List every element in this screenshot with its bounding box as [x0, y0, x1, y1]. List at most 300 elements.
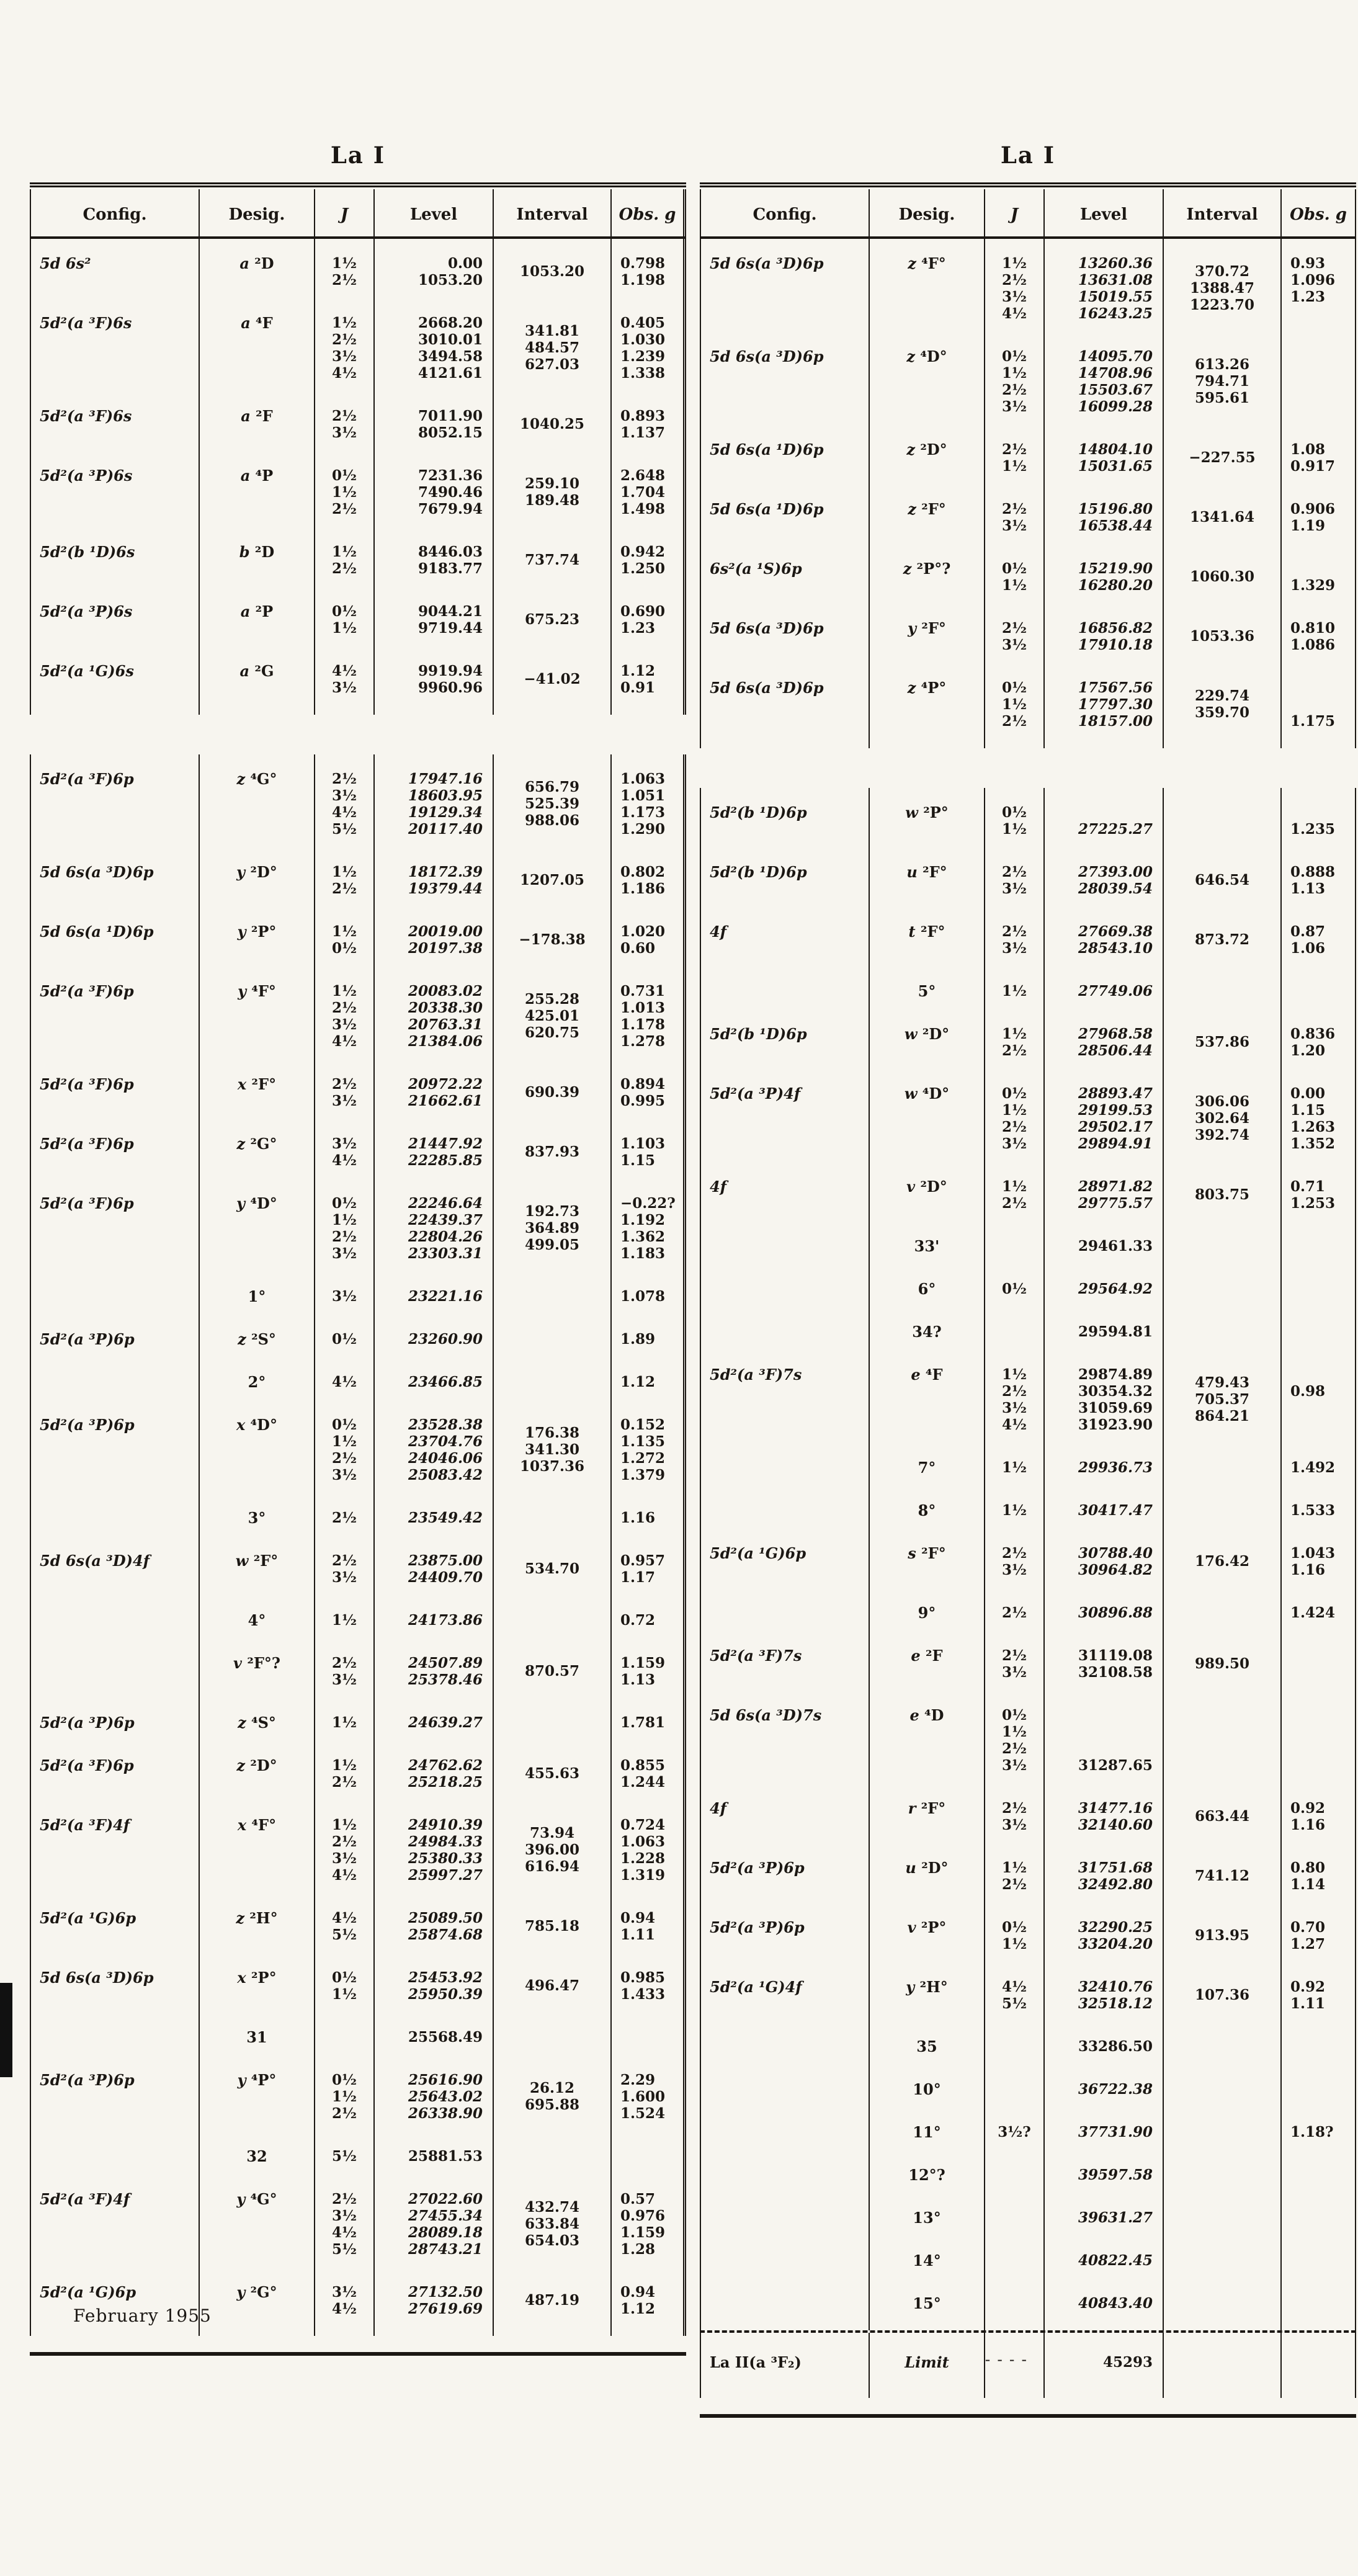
- j-cell-line: 3½: [1002, 288, 1027, 305]
- level-cell: [373, 1526, 493, 1586]
- g-cell-line: 2.29: [620, 2072, 656, 2088]
- level-cell-line: 16243.25: [1078, 305, 1153, 322]
- level-cell: [1043, 1433, 1163, 1476]
- j-cell: [984, 1152, 1043, 1212]
- g-cell: [1280, 1059, 1356, 1152]
- g-cell: [1280, 534, 1356, 594]
- config-cell: [30, 1629, 199, 1688]
- level-cell-line: 30354.32: [1078, 1383, 1153, 1400]
- desig-cell: z ⁴S°: [199, 1688, 314, 1731]
- g-cell-line: [1282, 1416, 1355, 1433]
- j-cell-line: 2½: [1002, 1042, 1027, 1059]
- g-cell-line: [1282, 1400, 1355, 1416]
- j-cell: [984, 2269, 1043, 2330]
- entry-row: [30, 441, 686, 517]
- level-cell: [373, 838, 493, 897]
- table-title: La I: [1000, 141, 1056, 169]
- level-cell: [373, 1390, 493, 1483]
- level-cell-line: 14708.96: [1078, 365, 1153, 382]
- level-cell: [1043, 1681, 1163, 1774]
- g-cell-line: 1.13: [1290, 880, 1326, 897]
- g-cell: [1280, 1681, 1356, 1774]
- g-cell-line: [612, 2148, 683, 2165]
- level-cell: [1043, 2098, 1163, 2140]
- entry-row: [700, 594, 1356, 653]
- interval-cell-line: 1037.36: [519, 1458, 585, 1475]
- j-cell-line: [985, 2295, 1043, 2312]
- entry-row: [30, 1050, 686, 1109]
- level-cell-line: 16099.28: [1078, 398, 1153, 415]
- level-cell-line: 28893.47: [1078, 1085, 1153, 1102]
- interval-cell: [493, 838, 610, 897]
- g-cell: [1280, 1212, 1356, 1254]
- level-cell-line: 27669.38: [1078, 923, 1153, 940]
- interval-cell-line: 627.03: [524, 356, 580, 373]
- level-cell: [373, 1629, 493, 1688]
- level-cell: [373, 897, 493, 957]
- j-cell-line: 4½: [332, 1152, 357, 1169]
- entry-row: [700, 897, 1356, 957]
- level-cell-line: 24409.70: [408, 1569, 483, 1586]
- entry-row: [700, 1952, 1356, 2012]
- g-cell: [1280, 1893, 1356, 1952]
- config-cell: 5d²(a ³P)6p: [30, 1390, 199, 1483]
- g-cell-line: 1.239: [620, 348, 666, 365]
- j-cell-line: 1½: [1002, 577, 1027, 594]
- level-cell-line: 25643.02: [408, 2088, 483, 2105]
- desig-cell: a ²D: [199, 239, 314, 288]
- interval-cell: [493, 2046, 610, 2122]
- g-cell: [610, 517, 686, 577]
- interval-cell-line: 864.21: [1194, 1408, 1250, 1424]
- j-cell-line: 1½: [332, 983, 357, 1000]
- interval-cell-line: 259.10: [524, 475, 580, 492]
- level-cell-line: 37731.90: [1078, 2124, 1153, 2140]
- j-cell: [984, 1519, 1043, 1578]
- level-cell-line: 29594.81: [1078, 1323, 1153, 1340]
- table-section: [30, 239, 686, 715]
- level-cell-line: 31059.69: [1078, 1400, 1153, 1416]
- column-header: J: [984, 189, 1043, 236]
- desig-cell: x ²P°: [199, 1943, 314, 2003]
- level-cell: [373, 1791, 493, 1884]
- interval-cell-line: 913.95: [1194, 1927, 1250, 1944]
- g-cell-line: [1282, 1238, 1355, 1254]
- g-cell-line: 1.89: [620, 1331, 656, 1348]
- desig-cell: e ⁴D: [869, 1681, 984, 1774]
- j-cell: [314, 1262, 373, 1305]
- interval-cell-line: 189.48: [524, 492, 580, 509]
- g-cell: [610, 2165, 686, 2258]
- g-cell-line: [1282, 398, 1355, 415]
- level-cell-line: 4121.61: [418, 365, 483, 382]
- level-cell-line: 28506.44: [1078, 1042, 1153, 1059]
- entry-row: [30, 1262, 686, 1305]
- interval-cell: [493, 1169, 610, 1262]
- interval-cell-line: 695.88: [524, 2096, 580, 2113]
- level-cell-line: 39597.58: [1078, 2167, 1153, 2183]
- entry-row: [700, 1519, 1356, 1578]
- column-header: Desig.: [869, 189, 984, 236]
- level-cell-line: 7679.94: [418, 501, 483, 517]
- j-cell: [314, 2046, 373, 2122]
- g-cell: [610, 2122, 686, 2165]
- interval-cell-line: 499.05: [524, 1237, 580, 1253]
- level-cell-line: [1045, 1740, 1163, 1757]
- column-header: Obs. g: [1280, 189, 1356, 236]
- j-cell-line: 2½: [332, 1509, 357, 1526]
- level-cell: [373, 957, 493, 1050]
- g-cell-line: 1.086: [1290, 637, 1336, 653]
- level-cell: [373, 1305, 493, 1348]
- level-cell-line: 15019.55: [1078, 288, 1153, 305]
- j-cell-line: 0½: [332, 2072, 357, 2088]
- g-cell: [610, 1688, 686, 1731]
- g-cell-line: [1282, 1647, 1355, 1664]
- config-cell: 5d²(a ³F)7s: [700, 1340, 869, 1433]
- g-cell-line: 1.704: [620, 484, 666, 501]
- config-cell: 5d²(a ¹G)6p: [30, 1884, 199, 1943]
- j-cell-line: 4½: [332, 2224, 357, 2241]
- level-cell: [1043, 1893, 1163, 1952]
- entry-row: [700, 2226, 1356, 2269]
- g-cell-line: 0.995: [620, 1093, 666, 1109]
- j-cell: [984, 1000, 1043, 1059]
- interval-cell-line: 595.61: [1194, 390, 1250, 406]
- j-cell-line: 4½: [1002, 1979, 1027, 1995]
- level-cell-line: 23875.00: [408, 1552, 483, 1569]
- interval-cell: [493, 441, 610, 517]
- desig-cell: 12°?: [869, 2140, 984, 2183]
- interval-cell: [1163, 1578, 1280, 1621]
- desig-cell: a ⁴P: [199, 441, 314, 517]
- interval-cell: [1163, 1433, 1280, 1476]
- g-cell: [610, 1629, 686, 1688]
- interval-cell-line: [1164, 1748, 1280, 1765]
- g-cell-line: [1282, 560, 1355, 577]
- level-cell-line: 7231.36: [418, 467, 483, 484]
- desig-cell: z ⁴P°: [869, 653, 984, 748]
- g-cell-line: 1.137: [620, 424, 666, 441]
- level-cell-line: 30964.82: [1078, 1562, 1153, 1578]
- j-cell: [314, 288, 373, 382]
- level-cell: [373, 2046, 493, 2122]
- j-cell-line: 2½: [332, 1833, 357, 1850]
- interval-cell-line: 794.71: [1194, 373, 1250, 390]
- j-cell-line: 3½: [332, 1016, 357, 1033]
- config-cell: 6s²(a ¹S)6p: [700, 534, 869, 594]
- j-cell-line: 3½: [1002, 1135, 1027, 1152]
- interval-cell-line: 525.39: [524, 795, 580, 812]
- interval-cell-line: 654.03: [524, 2232, 580, 2249]
- config-cell: 5d²(b ¹D)6s: [30, 517, 199, 577]
- g-cell-line: 0.798: [620, 255, 666, 272]
- g-cell-line: [1282, 1366, 1355, 1383]
- g-cell-line: 0.92: [1290, 1979, 1326, 1995]
- g-cell-line: 0.731: [620, 983, 666, 1000]
- j-cell-line: 3½: [1002, 880, 1027, 897]
- g-cell: [610, 1305, 686, 1348]
- j-cell: [984, 1578, 1043, 1621]
- interval-cell-line: [1164, 1732, 1280, 1748]
- level-cell-line: 32518.12: [1078, 1995, 1153, 2012]
- interval-cell-line: 1040.25: [519, 416, 585, 432]
- interval-cell: [493, 382, 610, 441]
- g-cell: [1280, 653, 1356, 748]
- level-cell-line: 30417.47: [1078, 1502, 1153, 1519]
- j-cell: [984, 1340, 1043, 1433]
- level-cell-line: 13260.36: [1078, 255, 1153, 272]
- j-cell: [984, 957, 1043, 1000]
- desig-cell: 34?: [869, 1297, 984, 1340]
- interval-cell-line: 705.37: [1194, 1391, 1250, 1408]
- interval-cell: [1163, 322, 1280, 415]
- j-cell-line: 4½: [332, 1033, 357, 1050]
- interval-cell-line: −41.02: [524, 671, 581, 687]
- j-cell-line: 2½: [1002, 441, 1027, 458]
- right-column: [700, 141, 1356, 2418]
- g-cell-line: 1.08: [1290, 441, 1326, 458]
- j-cell-line: 1½: [332, 620, 357, 637]
- g-cell-line: 1.186: [620, 880, 666, 897]
- j-cell-line: 2½: [332, 1774, 357, 1791]
- level-cell-line: 39631.27: [1078, 2209, 1153, 2226]
- level-cell-line: 28089.18: [408, 2224, 483, 2241]
- interval-cell: [1163, 1681, 1280, 1774]
- j-cell-line: 2½: [1002, 1647, 1027, 1664]
- interval-cell: [1163, 1476, 1280, 1519]
- j-cell: [314, 754, 373, 838]
- entry-row: [700, 475, 1356, 534]
- g-cell-line: 1.18?: [1290, 2124, 1334, 2140]
- j-cell-line: 3½: [332, 424, 357, 441]
- j-cell-line: 2½: [1002, 382, 1027, 398]
- config-cell: [700, 2226, 869, 2269]
- level-cell-line: 20019.00: [408, 923, 483, 940]
- column-header: Desig.: [199, 189, 314, 236]
- j-cell-line: 3½: [1002, 1757, 1027, 1774]
- j-cell-line: 1½: [332, 484, 357, 501]
- j-cell: [314, 1526, 373, 1586]
- g-cell-line: 1.352: [1290, 1135, 1336, 1152]
- level-cell-line: 21447.92: [408, 1135, 483, 1152]
- level-cell-line: 25950.39: [408, 1986, 483, 2003]
- j-cell-line: 2½: [1002, 1195, 1027, 1212]
- level-cell-line: 17567.56: [1078, 679, 1153, 696]
- g-cell-line: 1.278: [620, 1033, 666, 1050]
- desig-cell: 32: [199, 2122, 314, 2165]
- level-cell: [1043, 1952, 1163, 2012]
- level-cell-line: 31119.08: [1078, 1647, 1153, 1664]
- j-cell-line: 3½: [1002, 398, 1027, 415]
- config-cell: 5d²(a ³F)4f: [30, 1791, 199, 1884]
- level-cell-line: 3010.01: [418, 331, 483, 348]
- interval-cell: [1163, 2098, 1280, 2140]
- g-cell-line: 1.524: [620, 2105, 666, 2122]
- g-cell-line: 0.957: [620, 1552, 666, 1569]
- entry-row: [700, 2098, 1356, 2140]
- g-cell-line: [1282, 1724, 1355, 1740]
- g-cell-line: [612, 2029, 683, 2046]
- j-cell-line: 0½: [1002, 679, 1027, 696]
- entry-row: [700, 838, 1356, 897]
- entry-row: [30, 1483, 686, 1526]
- interval-cell-line: 690.39: [524, 1084, 580, 1101]
- config-cell: 5d²(a ³P)6s: [30, 441, 199, 517]
- j-cell-line: 2½: [1002, 713, 1027, 730]
- config-cell: 5d²(a ³P)6p: [30, 1305, 199, 1348]
- j-cell-line: 5½: [332, 2148, 357, 2165]
- desig-cell: w ²F°: [199, 1526, 314, 1586]
- level-cell-line: 18172.39: [408, 864, 483, 880]
- column-header: Interval: [493, 189, 610, 236]
- level-cell: [1043, 2055, 1163, 2098]
- j-cell: [314, 441, 373, 517]
- j-cell: [314, 1791, 373, 1884]
- g-cell: [1280, 322, 1356, 415]
- level-cell-line: 18603.95: [408, 787, 483, 804]
- g-cell: [610, 441, 686, 517]
- column-header: Config.: [30, 189, 199, 236]
- j-cell-line: 3½: [332, 787, 357, 804]
- g-cell-line: 0.94: [620, 2284, 656, 2301]
- level-cell-line: 28039.54: [1078, 880, 1153, 897]
- g-cell-line: [1282, 696, 1355, 713]
- level-cell: [1043, 415, 1163, 475]
- g-cell: [610, 1262, 686, 1305]
- config-cell: 4f: [700, 1152, 869, 1212]
- interval-cell: [493, 1688, 610, 1731]
- interval-cell-line: [1164, 1715, 1280, 1732]
- j-cell: [314, 897, 373, 957]
- level-cell: [373, 1262, 493, 1305]
- entry-row: [700, 239, 1356, 322]
- g-cell: [610, 1884, 686, 1943]
- interval-cell-line: 870.57: [524, 1663, 580, 1679]
- g-cell-line: 0.94: [620, 1910, 656, 1926]
- interval-cell-line: 785.18: [524, 1918, 580, 1934]
- j-cell-line: 0½: [332, 1416, 357, 1433]
- g-cell: [1280, 2183, 1356, 2226]
- table-title: La I: [330, 141, 386, 169]
- interval-cell-line: 359.70: [1194, 704, 1250, 721]
- j-cell-line: 5½: [332, 821, 357, 838]
- g-cell: [1280, 2140, 1356, 2183]
- level-cell-line: 16856.82: [1078, 620, 1153, 637]
- level-cell-line: 25881.53: [408, 2148, 483, 2165]
- level-cell: [373, 1483, 493, 1526]
- interval-cell: [1163, 1519, 1280, 1578]
- g-cell-line: 0.72: [620, 1612, 656, 1629]
- g-cell: [610, 1483, 686, 1526]
- j-cell-line: 2½: [332, 408, 357, 424]
- level-cell-line: 32410.76: [1078, 1979, 1153, 1995]
- config-cell: 5d 6s(a ¹D)6p: [30, 897, 199, 957]
- interval-cell: [493, 1109, 610, 1169]
- interval-cell: [1163, 897, 1280, 957]
- level-cell-line: 1053.20: [418, 272, 483, 288]
- g-cell-line: [1282, 1740, 1355, 1757]
- g-cell-line: [1282, 348, 1355, 365]
- g-cell: [1280, 475, 1356, 534]
- desig-cell: y ⁴D°: [199, 1169, 314, 1262]
- level-cell-line: 22804.26: [408, 1228, 483, 1245]
- g-cell-line: [1282, 2252, 1355, 2269]
- desig-cell: 33': [869, 1212, 984, 1254]
- config-cell: [700, 1297, 869, 1340]
- desig-cell: 10°: [869, 2055, 984, 2098]
- level-cell-line: 24984.33: [408, 1833, 483, 1850]
- config-cell: 5d 6s(a ¹D)6p: [700, 475, 869, 534]
- g-cell-line: 1.198: [620, 272, 666, 288]
- level-cell: [373, 1050, 493, 1109]
- interval-cell-line: 370.72: [1194, 263, 1250, 280]
- interval-cell-line: 1053.36: [1189, 628, 1255, 645]
- g-cell: [1280, 1340, 1356, 1433]
- g-cell-line: [1282, 1707, 1355, 1724]
- g-cell: [1280, 1152, 1356, 1212]
- j-cell-line: 1½: [332, 1817, 357, 1833]
- level-cell-line: 23466.85: [408, 1374, 483, 1390]
- j-cell-line: 2½: [1002, 1119, 1027, 1135]
- level-cell-line: 23221.16: [408, 1288, 483, 1305]
- config-cell: 5d²(a ³F)7s: [700, 1621, 869, 1681]
- desig-cell: y ⁴P°: [199, 2046, 314, 2122]
- limit-g-empty: [1280, 2333, 1356, 2398]
- entry-row: [30, 239, 686, 288]
- g-cell: [1280, 239, 1356, 322]
- level-cell: [1043, 1254, 1163, 1297]
- g-cell-line: 0.724: [620, 1817, 666, 1833]
- interval-cell-line: 26.12: [529, 2080, 575, 2096]
- limit-level-value: 45293: [1102, 2354, 1153, 2371]
- j-cell: [984, 1893, 1043, 1952]
- interval-cell: [1163, 239, 1280, 322]
- j-cell-line: 1½: [332, 1212, 357, 1228]
- desig-cell: 1°: [199, 1262, 314, 1305]
- j-cell-line: 4½: [332, 365, 357, 382]
- g-cell-line: 1.23: [1290, 288, 1326, 305]
- g-cell-line: 1.492: [1290, 1459, 1336, 1476]
- g-cell: [610, 1109, 686, 1169]
- g-cell-line: [1282, 305, 1355, 322]
- g-cell: [610, 1791, 686, 1884]
- j-cell-line: 1½: [1002, 458, 1027, 475]
- j-cell-line: 1½: [332, 1433, 357, 1450]
- interval-cell-line: 107.36: [1194, 1987, 1250, 2003]
- j-cell: [984, 1059, 1043, 1152]
- interval-cell-line: 396.00: [524, 1841, 580, 1858]
- level-cell: [1043, 1152, 1163, 1212]
- j-cell-line: 2½: [332, 1076, 357, 1093]
- limit-j-dashes: – – – –: [984, 2333, 1043, 2398]
- g-cell: [610, 577, 686, 637]
- g-cell: [610, 2258, 686, 2336]
- j-cell: [984, 1952, 1043, 2012]
- column-header: Level: [373, 189, 493, 236]
- config-cell: 5d²(a ³F)6p: [30, 1731, 199, 1791]
- interval-cell-line: 1341.64: [1189, 509, 1255, 525]
- level-cell-line: 27619.69: [408, 2301, 483, 2317]
- desig-cell: u ²D°: [869, 1833, 984, 1893]
- g-cell-line: 1.16: [620, 1509, 656, 1526]
- entry-row: [700, 415, 1356, 475]
- level-cell: [1043, 1340, 1163, 1433]
- interval-cell-line: 1388.47: [1189, 280, 1255, 297]
- level-cell-line: 31477.16: [1078, 1800, 1153, 1817]
- g-cell: [610, 1050, 686, 1109]
- level-cell: [1043, 2012, 1163, 2055]
